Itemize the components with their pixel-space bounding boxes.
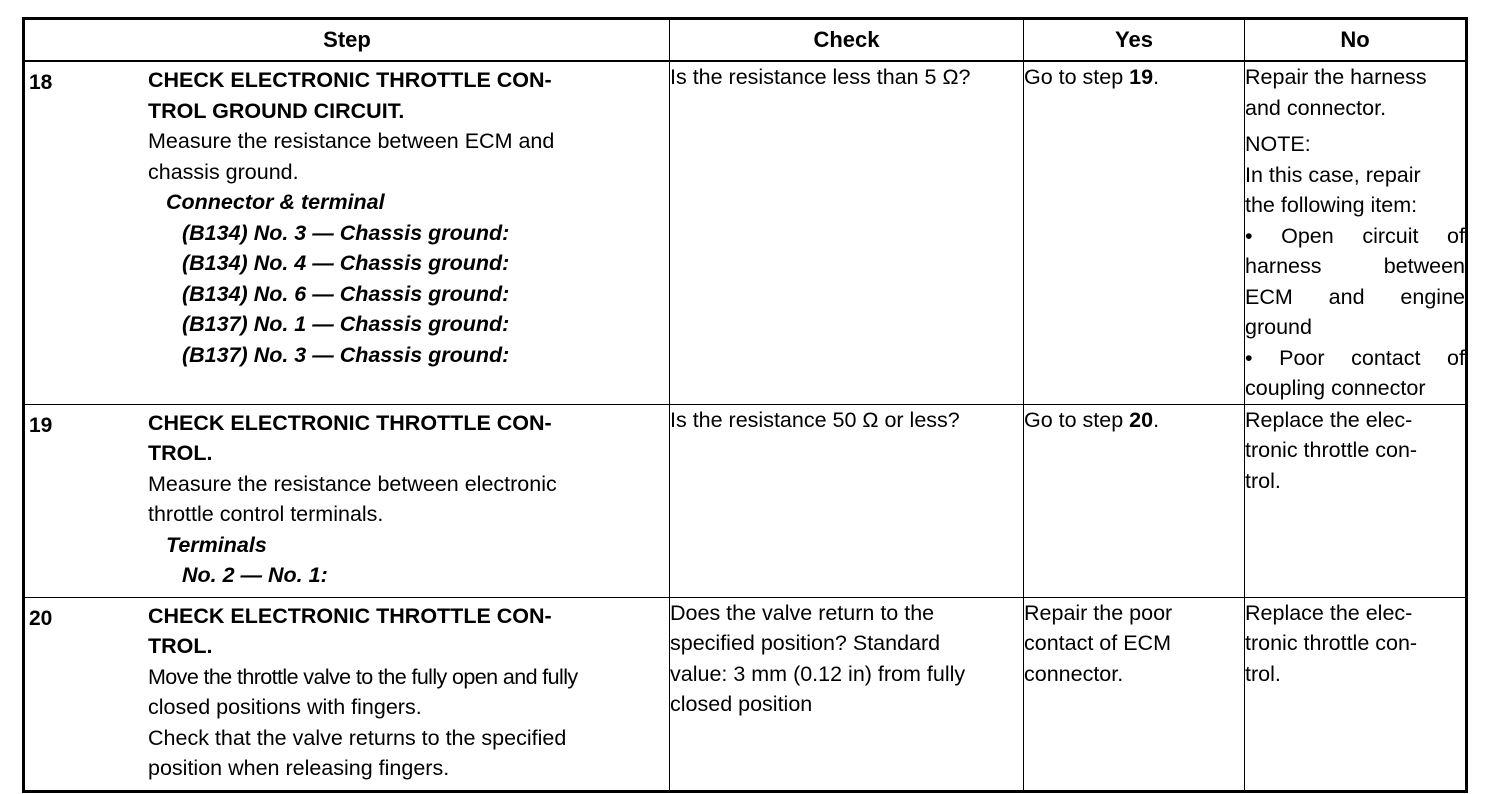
- terminal-item: (B134) No. 4 — Chassis ground:: [182, 251, 510, 275]
- step-title: CHECK ELECTRONIC THROTTLE CON- TROL.: [148, 603, 552, 658]
- table-row: [24, 61, 1467, 404]
- header-check: Check: [670, 19, 1024, 62]
- step-cell: [24, 404, 670, 597]
- check-cell: Is the resistance less than 5 Ω?: [670, 61, 1024, 404]
- check-cell: Is the resistance 50 Ω or less?: [670, 404, 1024, 597]
- terminal-item: No. 2 — No. 1:: [182, 563, 328, 587]
- no-cell: Replace the elec- tronic throttle con- trol.: [1245, 597, 1467, 791]
- yes-cell: Go to step 19.: [1024, 61, 1245, 404]
- step-link: 19: [1129, 65, 1154, 89]
- terminal-item: (B137) No. 1 — Chassis ground:: [182, 312, 510, 336]
- step-cell: [24, 61, 670, 404]
- note-label: NOTE:: [1245, 132, 1311, 156]
- step-link: 20: [1129, 407, 1154, 432]
- yes-cell: Go to step 20.: [1024, 404, 1245, 597]
- terminal-item: (B134) No. 6 — Chassis ground:: [182, 281, 510, 306]
- step-description: Measure the resistance between ECM and chassis ground.: [148, 129, 555, 184]
- header-no: No: [1245, 19, 1467, 62]
- step-number: 20: [29, 606, 53, 630]
- step-title: CHECK ELECTRONIC THROTTLE CON- TROL.: [148, 410, 552, 465]
- bullet-item: • Poor contact of: [1245, 345, 1465, 370]
- bullet-item: • Open circuit of: [1245, 223, 1465, 248]
- terminal-item: (B134) No. 3 — Chassis ground:: [182, 220, 510, 245]
- step-description: Move the throttle valve to the fully open and fully closed positions with fingers. Check that the valve returns to the specified position when releasing fingers.: [148, 664, 578, 780]
- diagnostic-table: [22, 17, 1468, 793]
- step-subheading: Connector & terminal: [166, 190, 385, 214]
- step-subheading: Terminals: [166, 532, 267, 557]
- no-cell: Repair the harness and connector. NOTE: In this case, repair the following item: • Open circuit of harness between ECM and engine ground • Poor contact of coupling connector: [1245, 61, 1467, 404]
- check-cell: Does the valve return to the specified position? Standard value: 3 mm (0.12 in) from fully closed position: [670, 597, 1024, 791]
- step-cell: [24, 597, 670, 791]
- no-cell: Replace the elec- tronic throttle con- trol.: [1245, 404, 1467, 597]
- header-yes: Yes: [1024, 19, 1245, 62]
- step-number: 18: [29, 71, 53, 94]
- header-step: Step: [24, 19, 670, 62]
- header-row: [24, 19, 1467, 62]
- table-row: [24, 404, 1467, 597]
- yes-cell: Repair the poor contact of ECM connector.: [1024, 597, 1245, 791]
- terminal-item: (B137) No. 3 — Chassis ground:: [182, 342, 510, 367]
- step-number: 19: [29, 413, 53, 437]
- step-description: Measure the resistance between electronic throttle control terminals.: [148, 471, 557, 526]
- table-row: [24, 597, 1467, 791]
- step-title: CHECK ELECTRONIC THROTTLE CON- TROL GROUND CIRCUIT.: [148, 68, 552, 123]
